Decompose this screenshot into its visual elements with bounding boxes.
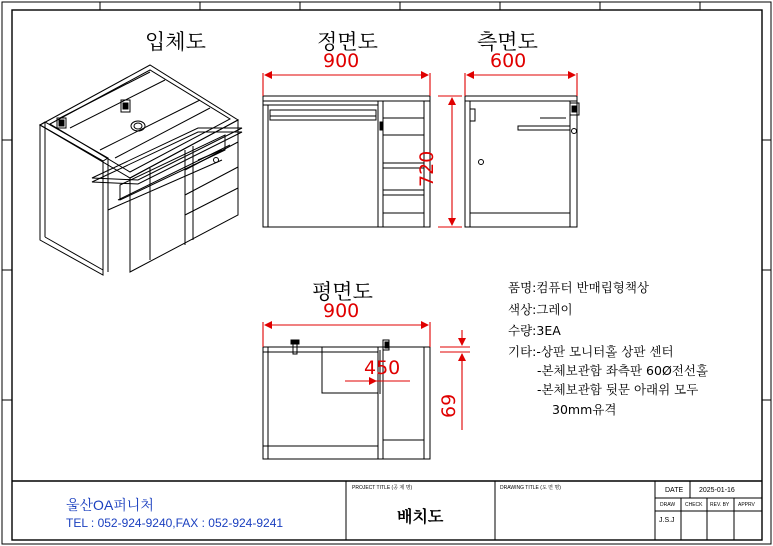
company-contact: TEL : 052-924-9240,FAX : 052-924-9241 (66, 516, 284, 530)
drawer-initials: J.S.J (659, 517, 675, 524)
check-label: CHECK (685, 502, 703, 508)
company-name: 울산OA퍼니처 (66, 497, 154, 513)
plan-view-title: 평면도 (312, 280, 373, 304)
draw-label: DRAW (660, 502, 676, 508)
spec-etc-line3: -본체보관함 뒷문 아래위 모두 (537, 382, 699, 397)
plan-inner-dimension: 450 (364, 357, 401, 379)
side-view (465, 96, 579, 227)
side-depth-dimension: 600 (490, 50, 527, 72)
spec-quantity: 수량:3EA (508, 323, 561, 338)
spec-etc-line1: 기타:-상판 모니터홀 상판 센터 (508, 344, 674, 359)
date-value: 2025-01-16 (699, 487, 735, 494)
dimension-lines (263, 73, 577, 430)
front-width-dimension: 900 (323, 50, 360, 72)
project-title-label: PROJECT TITLE (공 제 명) (352, 485, 413, 491)
plan-view (263, 340, 430, 459)
project-title-value: 배치도 (397, 507, 444, 526)
height-dimension: 720 (416, 150, 438, 187)
spec-color: 색상:그레이 (508, 302, 573, 317)
review-label: REV. BY (710, 502, 730, 508)
spec-etc-line4: 30mm유격 (552, 402, 617, 417)
plan-width-dimension: 900 (323, 300, 360, 322)
spec-name: 품명:컴퓨터 반매립형책상 (508, 280, 650, 295)
front-view (263, 96, 430, 227)
approve-label: APPRV (738, 502, 755, 508)
front-view-title: 정면도 (317, 30, 378, 54)
date-label: DATE (665, 487, 684, 494)
isometric-view-title: 입체도 (145, 30, 206, 54)
drawing-title-label: DRAWING TITLE (도 면 명) (500, 485, 561, 491)
spec-etc-line2: -본체보관함 좌측판 60Ø전선홀 (537, 363, 709, 378)
plan-depth-dimension: 69 (438, 393, 460, 418)
side-view-title: 측면도 (477, 30, 538, 54)
isometric-view (40, 65, 242, 275)
